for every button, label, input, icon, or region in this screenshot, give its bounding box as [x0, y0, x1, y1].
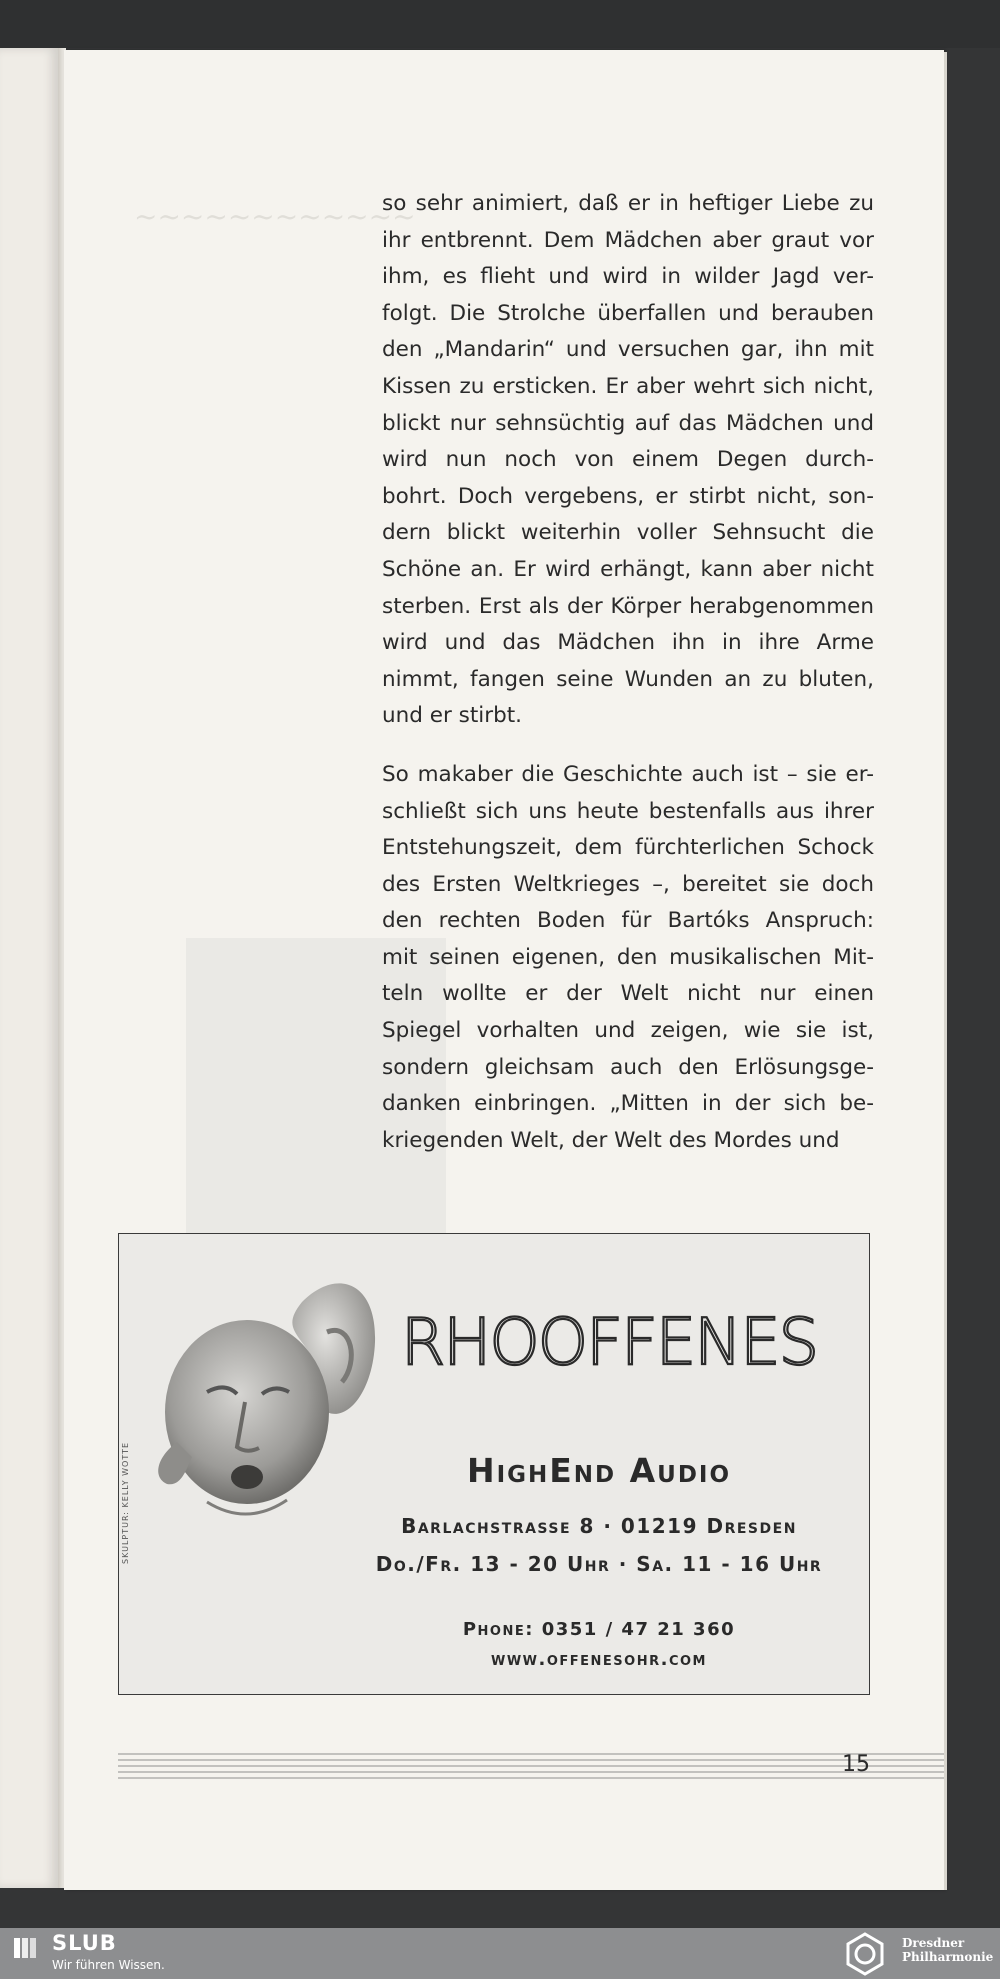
show-through-mark: ~~~~~~~~~~~~: [134, 200, 416, 233]
text-line: bohrt. Doch vergebens, er stirbt nicht, son-: [382, 483, 874, 509]
partner-name: [902, 1936, 993, 1964]
shop-logo-wordmark: RHOOFFENES: [400, 1306, 818, 1380]
text-line: teln wollte er der Welt nicht nur einen: [382, 981, 874, 1007]
text-line: wird und das Mädchen ihn in ihre Arme: [382, 630, 874, 656]
text-line: so sehr animiert, daß er in heftiger Liebe zu: [382, 191, 874, 216]
text-line: folgt. Die Strolche überfallen und berauben: [382, 300, 874, 326]
page-number: 15: [842, 1752, 870, 1777]
text-line: des Ersten Weltkrieges –, bereitet sie doch: [382, 871, 874, 897]
page-edge: [944, 52, 947, 1890]
philharmonie-logo-icon: [842, 1931, 888, 1977]
paragraph-1: [382, 186, 874, 735]
paragraph-2: [382, 757, 874, 1160]
text-line: Spiegel vorhalten und zeigen, wie sie ist,: [382, 1018, 874, 1044]
shop-logo: [389, 1286, 829, 1396]
ad-opening-hours: Do./Fr. 13 - 20 Uhr · Sa. 11 - 16 Uhr: [375, 1552, 823, 1576]
text-line: ihr entbrennt. Dem Mädchen aber graut vor: [382, 227, 874, 253]
article-body: [382, 186, 874, 1159]
ad-subtitle: HighEnd Audio: [466, 1451, 732, 1490]
advertisement: [118, 1233, 870, 1695]
partner-name-line-2: Philharmonie: [902, 1950, 994, 1964]
scan-top-edge: [0, 0, 1000, 48]
text-line: Schöne an. Er wird erhängt, kann aber nicht: [382, 556, 874, 582]
text-line: schließt sich uns heute bestenfalls aus ihrer: [382, 798, 874, 824]
text-line: Kissen zu ersticken. Er aber wehrt sich nicht,: [382, 373, 874, 399]
text-line: kriegenden Welt, der Welt des Mordes und: [382, 1127, 840, 1153]
text-line: den „Mandarin“ und versuchen gar, ihn mit: [382, 337, 874, 363]
library-name: SLUB: [52, 1931, 117, 1955]
ad-phone: Phone: 0351 / 47 21 360: [462, 1619, 736, 1640]
text-line: und er stirbt.: [382, 703, 522, 729]
text-line: ihm, es flieht und wird in wilder Jagd ver-: [382, 264, 874, 290]
ad-website: www.offenesohr.com: [491, 1649, 707, 1670]
ad-address: Barlachstrasse 8 · 01219 Dresden: [401, 1514, 797, 1538]
partner-name-line-1: Dresdner: [902, 1936, 965, 1950]
text-line: sondern gleichsam auch den Erlösungsge-: [382, 1054, 874, 1080]
library-footer-bar: [0, 1928, 1000, 1979]
photo-credit: SKULPTUR: KELLY WOTTE: [121, 1441, 130, 1564]
text-line: sterben. Erst als der Körper herabgenommen: [382, 593, 874, 619]
text-line: Entstehungszeit, dem fürchterlichen Schock: [382, 835, 874, 861]
library-tagline: Wir führen Wissen.: [52, 1958, 165, 1972]
text-line: dern blickt weiterhin voller Sehnsucht die: [382, 520, 874, 546]
text-line: den rechten Boden für Bartóks Anspruch:: [382, 908, 874, 934]
text-line: blickt nur sehnsüchtig auf das Mädchen und: [382, 410, 874, 436]
text-line: wird nun noch von einem Degen durch-: [382, 447, 874, 473]
slub-book-icon: [12, 1935, 38, 1961]
text-line: nimmt, fangen seine Wunden an zu bluten,: [382, 666, 874, 692]
text-line: danken einbringen. „Mitten in der sich be-: [382, 1091, 874, 1117]
text-line: mit seinen eigenen, den musikalischen Mit-: [382, 944, 874, 970]
text-line: So makaber die Geschichte auch ist – sie er-: [382, 761, 874, 787]
facing-page-edge: [0, 48, 58, 1888]
